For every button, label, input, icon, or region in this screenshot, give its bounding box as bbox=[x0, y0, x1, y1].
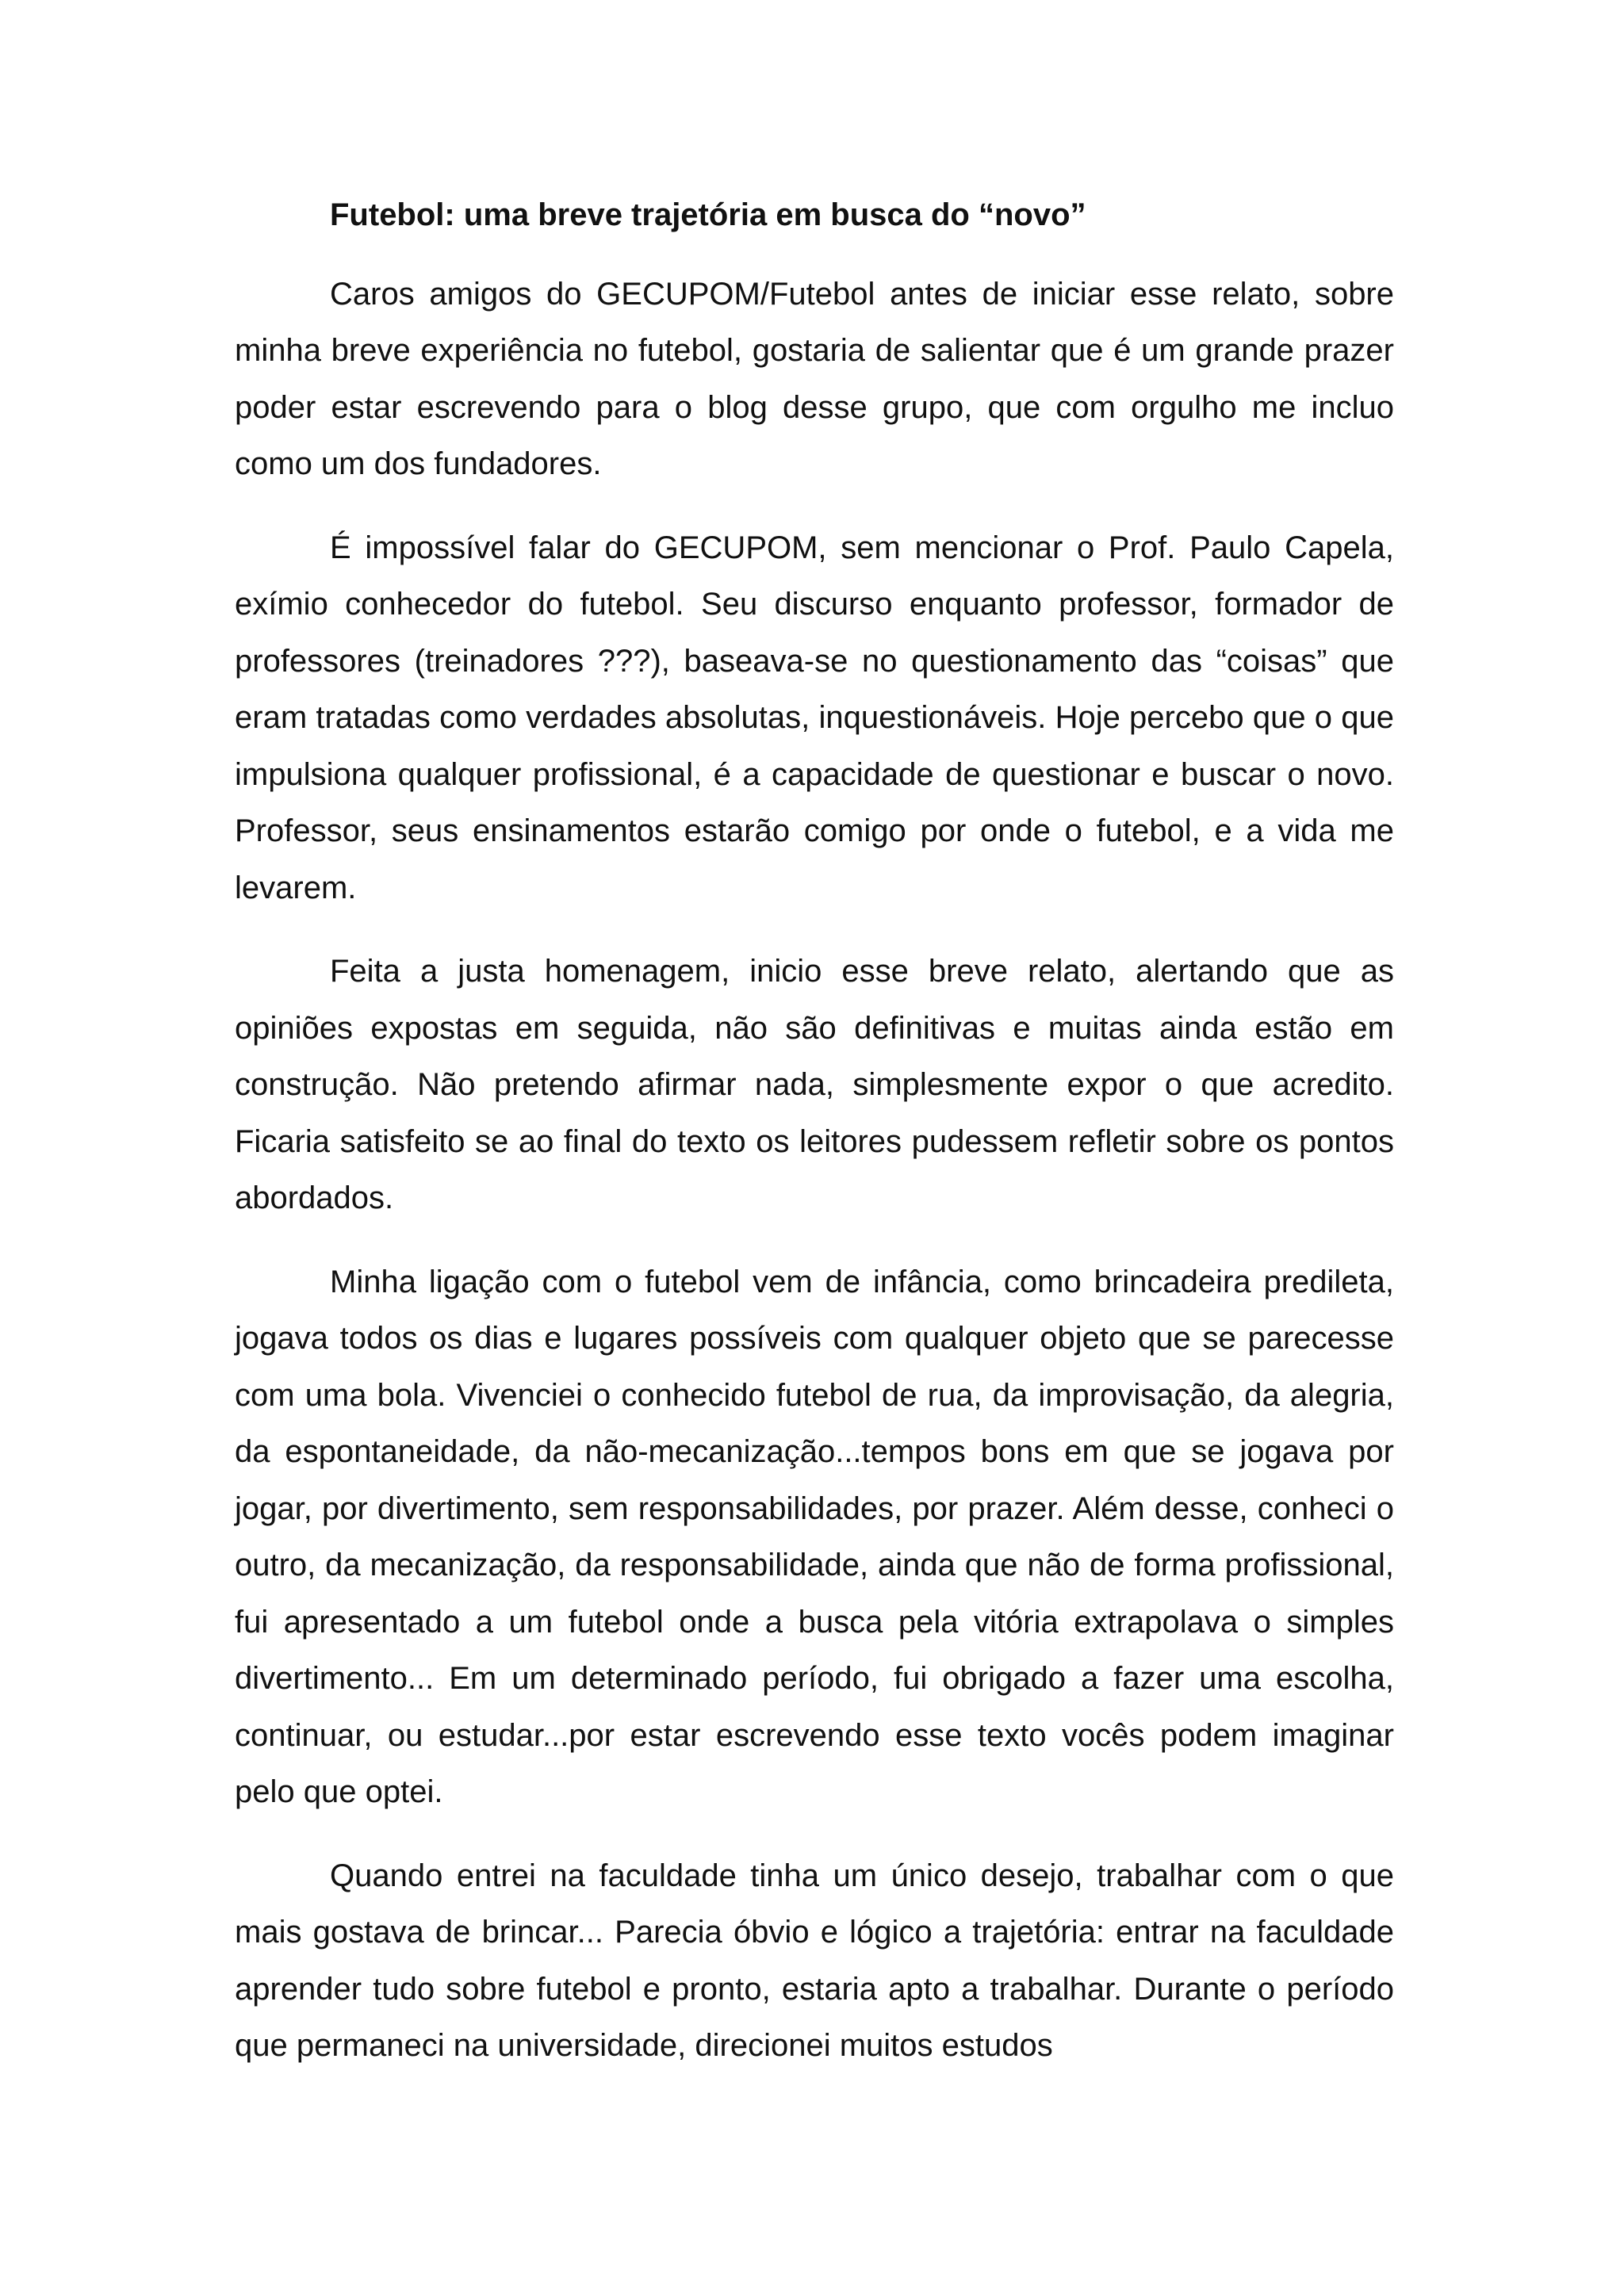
document-body bbox=[235, 187, 1394, 2102]
paragraph-1: Caros amigos do GECUPOM/Futebol antes de iniciar esse relato, sobre minha breve experiência no futebol, gostaria de salientar que é um grande prazer poder estar escrevendo para o blog desse grupo, que com orgulho me incluo como um dos fundadores. bbox=[235, 276, 1394, 481]
document-title: Futebol: uma breve trajetória em busca do “novo” bbox=[330, 197, 1086, 232]
paragraph-4: Minha ligação com o futebol vem de infância, como brincadeira predileta, jogava todos os dias e lugares possíveis com qualquer objeto que se parecesse com uma bola. Vivenciei o conhecido futebol de rua, da improvisação, da alegria, da espontaneidade, da não-mecanização...tempos bons em que se jogava por jogar, por divertimento, sem responsabilidades, por prazer. Além desse, conheci o outro, da mecanização, da responsabilidade, ainda que não de forma profissional, fui apresentado a um futebol onde a busca pela vitória extrapolava o simples divertimento... Em um determinado período, fui obrigado a fazer uma escolha, continuar, ou estudar...por estar escrevendo esse texto vocês podem imaginar pelo que optei. bbox=[235, 1264, 1394, 1809]
paragraph-3: Feita a justa homenagem, inicio esse breve relato, alertando que as opiniões expostas em seguida, não são definitivas e muitas ainda estão em construção. Não pretendo afirmar nada, simplesmente expor o que acredito. Ficaria satisfeito se ao final do texto os leitores pudessem refletir sobre os pontos abordados. bbox=[235, 954, 1394, 1215]
paragraph-2: É impossível falar do GECUPOM, sem mencionar o Prof. Paulo Capela, exímio conhecedor do futebol. Seu discurso enquanto professor, formador de professores (treinadores ???), baseava-se no questionamento das “coisas” que eram tratadas como verdades absolutas, inquestionáveis. Hoje percebo que o que impulsiona qualquer profissional, é a capacidade de questionar e buscar o novo. Professor, seus ensinamentos estarão comigo por onde o futebol, e a vida me levarem. bbox=[235, 530, 1394, 905]
paragraph-5: Quando entrei na faculdade tinha um único desejo, trabalhar com o que mais gostava de brincar... Parecia óbvio e lógico a trajetória: entrar na faculdade aprender tudo sobre futebol e pronto, estaria apto a trabalhar. Durante o período que permaneci na universidade, direcionei muitos estudos bbox=[235, 1858, 1394, 2063]
